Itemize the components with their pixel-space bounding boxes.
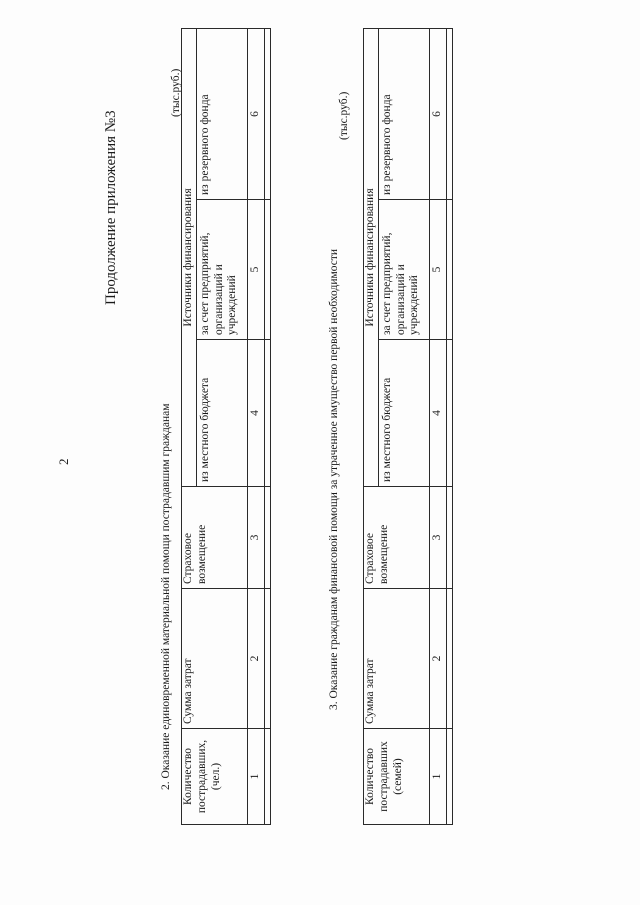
section-3-caption: 3. Оказание гражданам финансовой помощи за утраченное имущество первой необходимости — [328, 248, 340, 710]
header-quantity: Количество пострадавших (семей) — [364, 729, 430, 825]
header-quantity: Количество пострадавших, (чел.) — [182, 729, 248, 825]
header-funding-sources: Источники финансирования — [182, 28, 197, 486]
column-number: 2 — [247, 589, 264, 729]
column-number: 4 — [429, 340, 446, 487]
column-number: 1 — [247, 729, 264, 825]
header-insurance: Страховое возмещение — [364, 487, 430, 589]
header-reserve-fund: из резервного фонда — [196, 28, 247, 199]
section-2-table — [181, 28, 271, 825]
continuation-heading: Продолжение приложения №3 — [103, 110, 119, 305]
header-enterprises: за счет предприятий, организаций и учреждений — [378, 200, 429, 340]
column-number: 3 — [247, 487, 264, 589]
header-total-cost: Сумма затрат — [182, 589, 248, 729]
column-number: 6 — [429, 28, 446, 199]
header-total-cost: Сумма затрат — [364, 589, 430, 729]
header-insurance: Страховое возмещение — [182, 487, 248, 589]
header-reserve-fund: из резервного фонда — [378, 28, 429, 199]
column-number: 1 — [429, 729, 446, 825]
header-funding-sources: Источники финансирования — [364, 28, 379, 486]
section-3-table — [363, 28, 453, 825]
page-number: 2 — [56, 458, 71, 465]
column-number: 4 — [247, 340, 264, 487]
header-local-budget: из местного бюджета — [378, 340, 429, 487]
column-number: 3 — [429, 487, 446, 589]
header-local-budget: из местного бюджета — [196, 340, 247, 487]
column-number: 6 — [247, 28, 264, 199]
column-number: 5 — [247, 200, 264, 340]
column-number: 5 — [429, 200, 446, 340]
section-3-units: (тыс.руб.) — [338, 91, 350, 140]
column-number: 2 — [429, 589, 446, 729]
header-enterprises: за счет предприятий, организаций и учреждений — [196, 200, 247, 340]
section-2-units: (тыс.руб.) — [170, 68, 182, 117]
section-2-caption: 2. Оказание единовременной материальной помощи пострадавшим гражданам — [160, 403, 172, 790]
